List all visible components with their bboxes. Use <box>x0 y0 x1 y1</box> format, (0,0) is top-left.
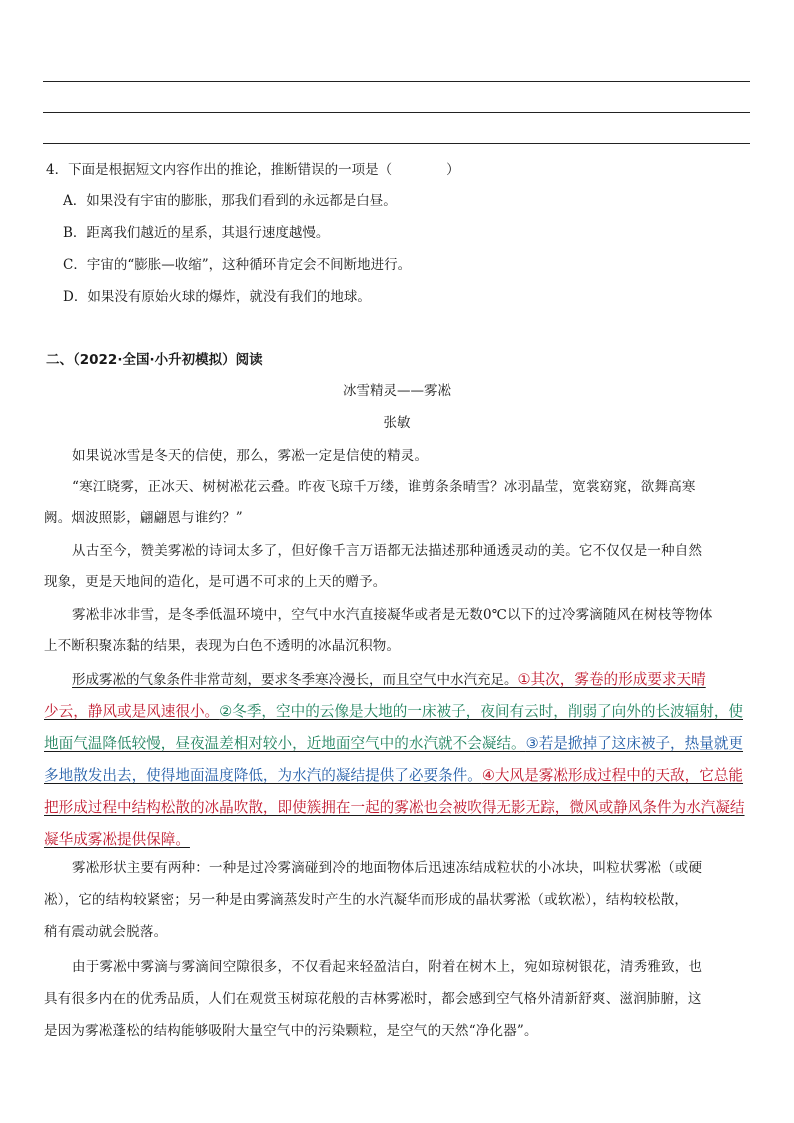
paragraph-5-line-2 <box>44 696 754 728</box>
article-author: 张敏 <box>383 415 411 431</box>
paragraph-7-line-2: 具有很多内在的优秀品质，人们在观赏玉树琼花般的吉林雾凇时，都会感到空气格外清新舒爽、滋润肺腑，这 <box>44 991 702 1007</box>
paragraph-4-line-1: 雾凇非冰非雪，是冬季低温环境中，空气中水汽直接凝华或者是无数0℃以下的过冷雾滴随风在树枝等物体 <box>72 607 713 623</box>
option-a: A．如果没有宇宙的膨胀，那我们看到的永远都是白昼。 <box>63 193 397 209</box>
sentence-3-highlight: ③若是掀掉了这床被子，热量就更 <box>525 735 744 752</box>
answer-line-1 <box>43 81 750 82</box>
paragraph-7-line-1: 由于雾凇中雾滴与雾滴间空隙很多，不仅看起来轻盈洁白，附着在树木上，宛如琼树银花，清秀雅致，也 <box>72 959 703 975</box>
paragraph-3-line-1: 从古至今，赞美雾凇的诗词太多了，但好像千言万语都无法描述那种通透灵动的美。它不仅仅是一种自然 <box>72 543 703 559</box>
paragraph-2-line-1: “寒江晓雾，正冰天、树树凇花云叠。昨夜飞琼千万缕，谁剪条条晴雪？冰羽晶莹，宽裳窈窕，欲舞高寒 <box>72 479 696 495</box>
paragraph-5-line-4 <box>44 760 754 792</box>
paragraph-6-line-3: 稍有震动就会脱落。 <box>44 924 168 940</box>
article-title: 冰雪精灵——雾凇 <box>343 383 451 399</box>
option-b: B．距离我们越近的星系，其退行速度越慢。 <box>63 225 330 241</box>
paragraph-6-line-2: 凇），它的结构较紧密；另一种是由雾滴蒸发时产生的水汽凝华而形成的晶状雾淞（或软凇），结构较松散， <box>44 892 689 908</box>
paragraph-1: 如果说冰雪是冬天的信使，那么，雾凇一定是信使的精灵。 <box>72 448 429 464</box>
paragraph-5-plain-text: 形成雾凇的气象条件非常苛刻，要求冬季寒冷漫长，而且空气中水汽充足。 <box>72 672 518 688</box>
section-heading: 二、（2022·全国·小升初模拟）阅读 <box>46 352 263 368</box>
sentence-1-highlight: ①其次，雾卷的形成要求天晴 <box>517 671 706 688</box>
paragraph-2-line-2: 阙。烟波照影，翩翩恩与谁约？” <box>44 510 243 526</box>
sentence-4-highlight-end: 凝华成雾凇提供保障。 <box>44 831 190 848</box>
paragraph-7-line-3: 是因为雾凇蓬松的结构能够吸附大量空气中的污染颗粒，是空气的天然“净化器”。 <box>44 1023 538 1039</box>
paragraph-6-line-1: 雾凇形状主要有两种：一种是过冷雾滴碰到冷的地面物体后迅速冻结成粒状的小冰块，叫粒状雾凇（或硬 <box>72 860 703 876</box>
answer-line-2 <box>43 112 750 113</box>
question-4-stem: 4．下面是根据短文内容作出的推论，推断错误的一项是（ ） <box>46 162 460 178</box>
sentence-1-highlight-cont: 少云，静风或是风速很小。 <box>44 703 220 720</box>
paragraph-5-line-5 <box>44 792 754 824</box>
paragraph-5-line-3 <box>44 728 754 760</box>
sentence-3-highlight-cont: 多地散发出去，使得地面温度降低，为水汽的凝结提供了必要条件。 <box>44 767 482 784</box>
sentence-4-highlight-cont: 把形成过程中结构松散的冰晶吹散，即使簇拥在一起的雾凇也会被吹得无影无踪，微风或静风条件为水汽凝结 <box>44 799 745 816</box>
sentence-4-highlight: ④大风是雾凇形成过程中的天敌，它总能 <box>481 767 744 784</box>
sentence-2-highlight-cont: 地面气温降低较慢，昼夜温差相对较小，近地面空气中的水汽就不会凝结。 <box>44 735 526 752</box>
answer-line-3 <box>43 143 750 144</box>
paragraph-5-line-6 <box>44 824 754 856</box>
paragraph-4-line-2: 上不断积聚冻黏的结果，表现为白色不透明的冰晶沉积物。 <box>44 638 401 654</box>
option-c: C．宇宙的“膨胀—收缩”，这种循环肯定会不间断地进行。 <box>63 257 412 273</box>
paragraph-5-line-1 <box>44 664 782 696</box>
option-d: D．如果没有原始火球的爆炸，就没有我们的地球。 <box>63 289 371 305</box>
paragraph-3-line-2: 现象，更是天地间的造化，是可遇不可求的上天的赠予。 <box>44 574 387 590</box>
sentence-2-highlight: ②冬季，空中的云像是大地的一床被子，夜间有云时，削弱了向外的长波辐射，使 <box>219 703 744 720</box>
